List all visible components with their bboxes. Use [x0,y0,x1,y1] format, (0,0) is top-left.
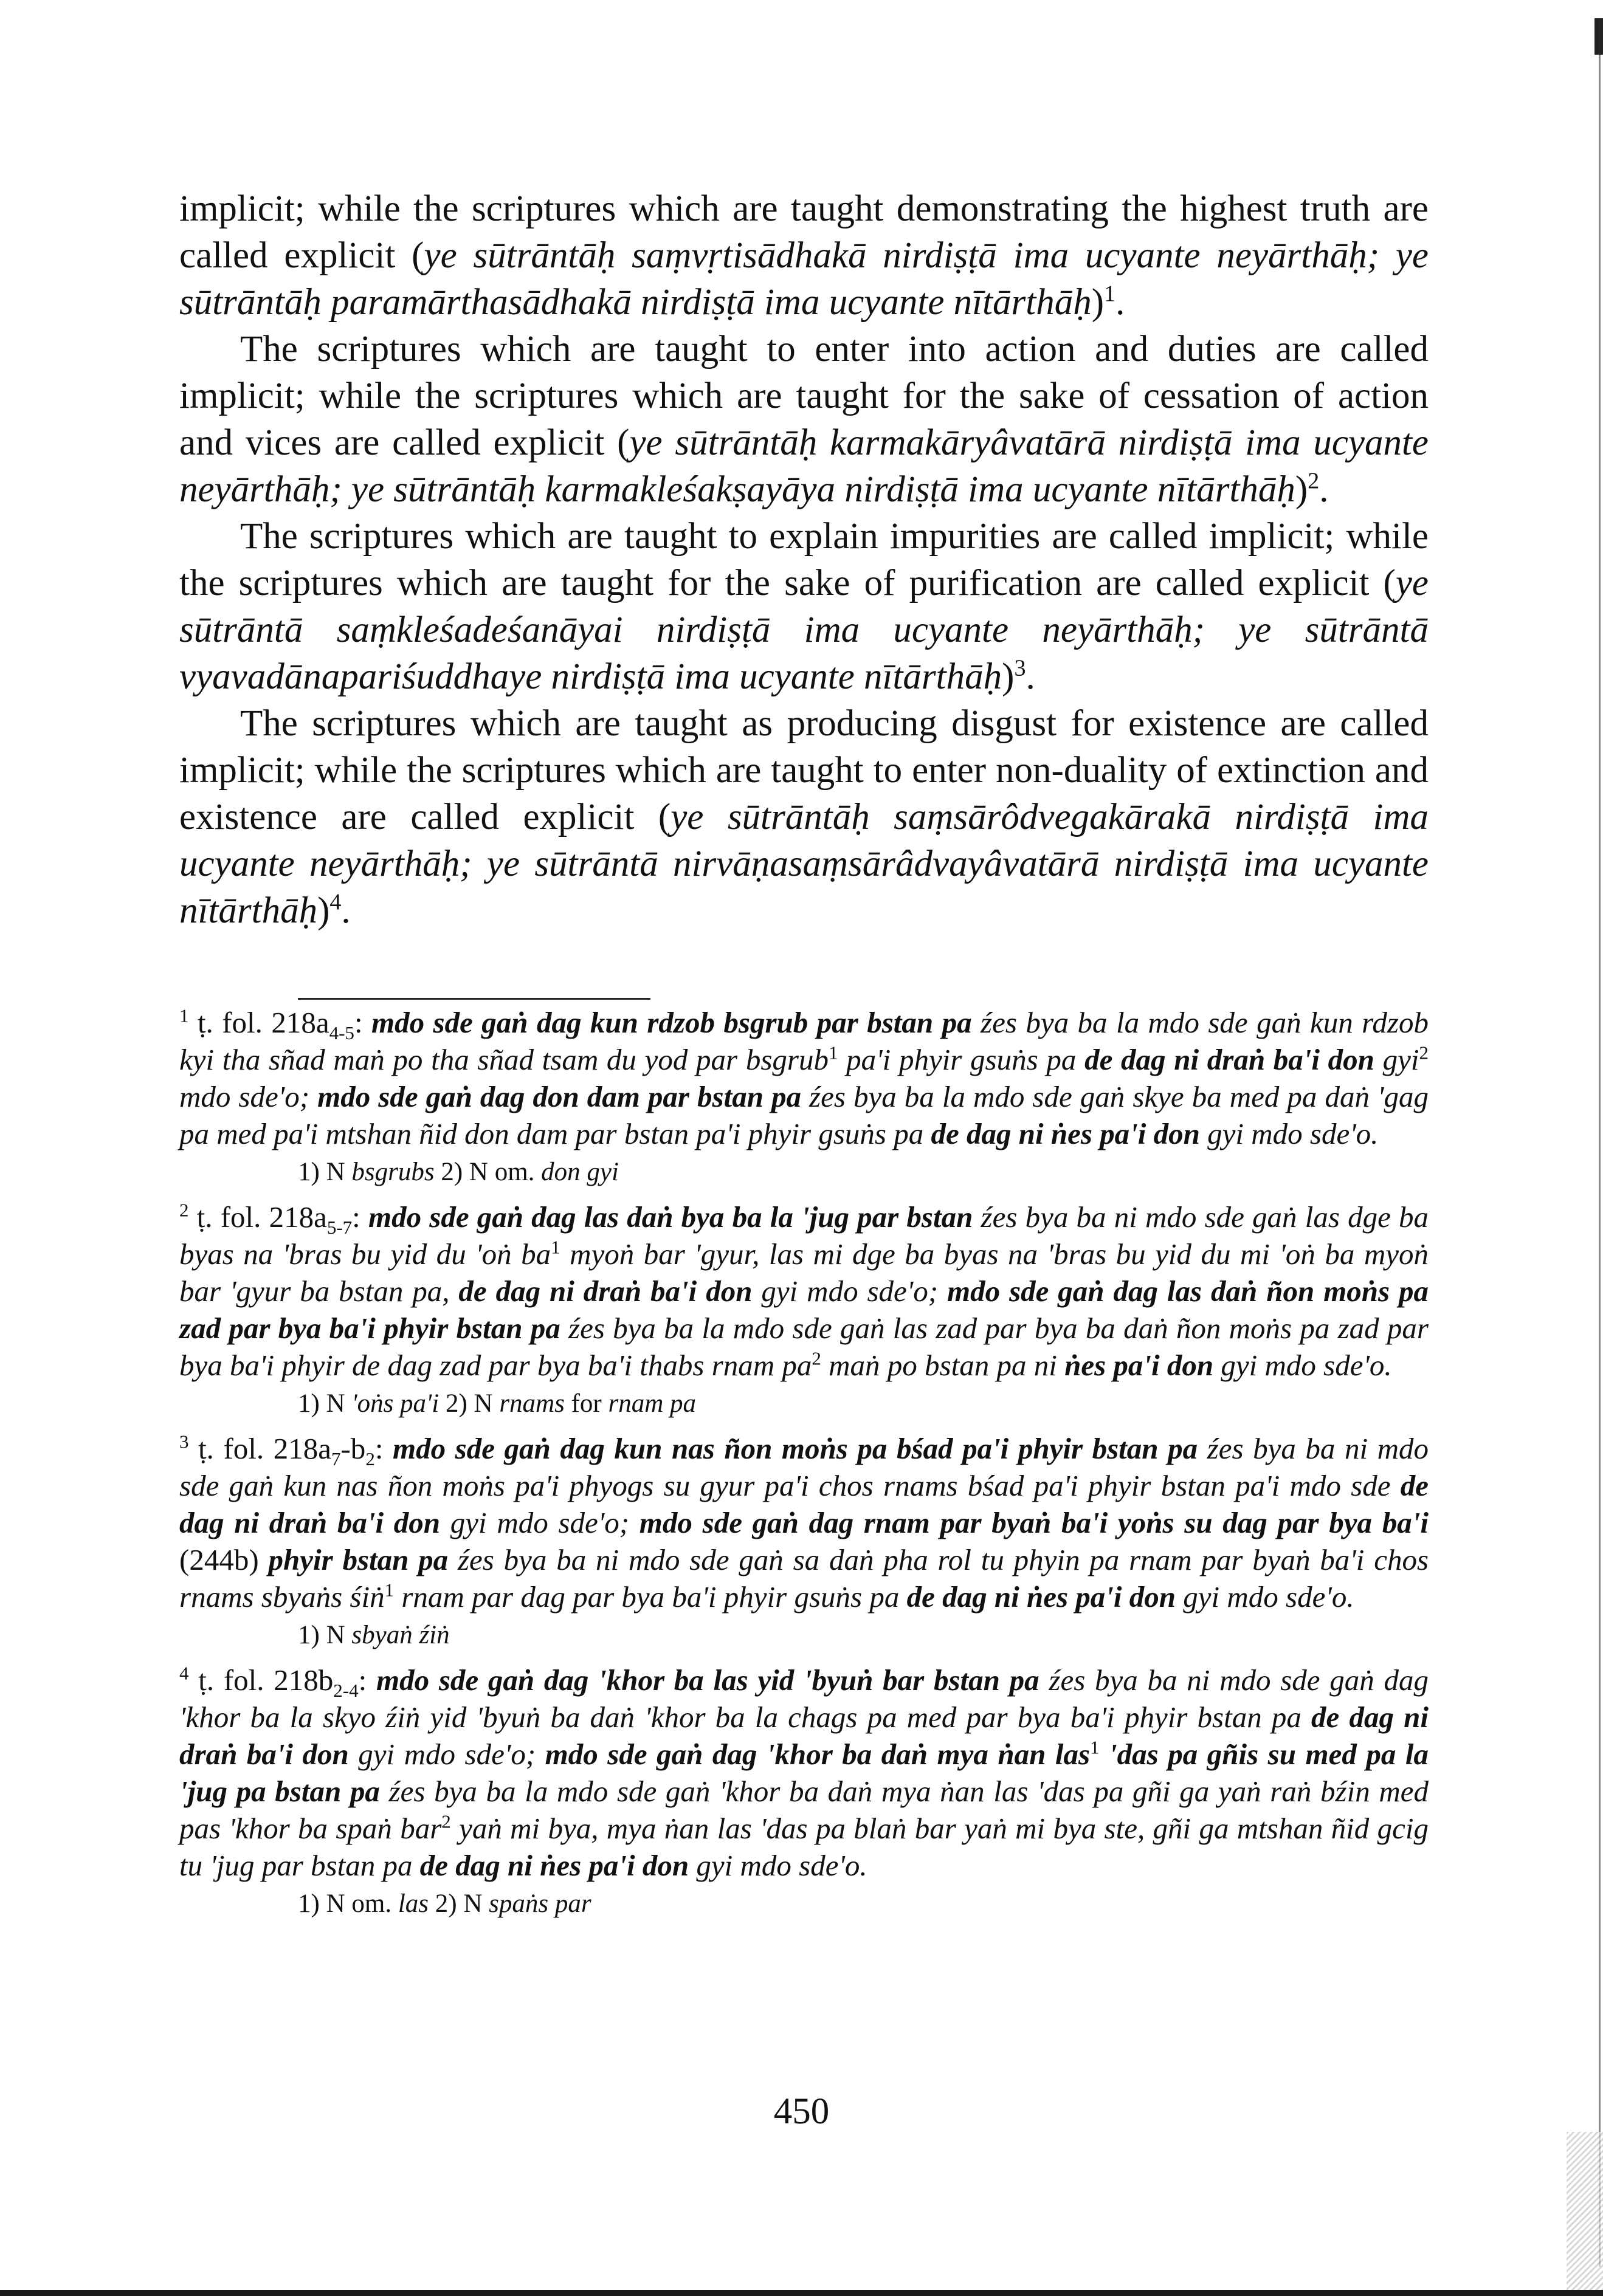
footnote-marker: 3 [179,1431,189,1452]
folio-sub: 2-4 [333,1679,359,1701]
tibetan-lemma: mdo sde gaṅ dag las daṅ ñon moṅs pa zad par bya ba'i phyir bstan pa [179,1274,1429,1345]
footnote-source: ṭ. fol. 218b [198,1663,334,1697]
variant-label: 1) N [298,1621,352,1649]
footnote-ref: 1 [1104,281,1116,307]
folio-ref: (244b) [179,1543,269,1576]
footnote [179,1198,1429,1423]
paragraph-text: . [1319,469,1329,510]
tibetan-text: źes bya ba ni mdo sde gaṅ kun nas ñon moṅs pa'i phyogs su gyur pa'i chos rnams bśad pa'i phyir bstan pa'i mdo sde [179,1432,1429,1502]
paragraph-text: The scriptures which are taught to explain impurities are called implicit; while the scriptures which are taught for the sake of purification are called explicit ( [179,516,1429,603]
footnote [179,1662,1429,1923]
main-text [179,185,1429,934]
tibetan-lemma: ṅes pa'i don [1064,1349,1214,1382]
tibetan-lemma: de dag ni ṅes pa'i don [906,1580,1176,1614]
paragraph-text: The scriptures which are taught to enter into action and duties are called implicit; while the scriptures which are taught for the sake of cessation of action and vices are called explicit ( [179,329,1429,463]
folio-sub: 5-7 [326,1216,353,1238]
paragraph-text: ) [1091,282,1105,323]
footnote-text [179,1198,1429,1384]
colon: : [352,1200,368,1234]
variant-ref: 2 [1419,1042,1429,1064]
paragraph-text: ) [317,890,330,931]
footnote-marker: 1 [179,1005,189,1026]
footnote-ref: 4 [329,889,342,915]
variant-reading: bsgrubs [351,1158,435,1186]
variant-reading: sbyaṅ źiṅ [351,1621,450,1649]
colon: : [358,1663,376,1697]
footnote-source: ṭ. fol. 218a [197,1006,329,1039]
tibetan-text: rnam par dag par bya ba'i phyir gsuṅs pa [394,1580,907,1614]
footnote-ref: 2 [1308,468,1320,494]
paragraph-text: . [341,890,351,931]
variant-ref: 1 [384,1579,395,1601]
sanskrit-quote: ye sūtrāntāḥ karmakāryâvatārā nirdiṣṭā ima ucyante neyārthāḥ; ye sūtrāntāḥ karmakleśakṣayāya nirdiṣṭā ima ucyante nītārthāḥ [179,422,1429,510]
tibetan-lemma: mdo sde gaṅ dag 'khor ba daṅ mya ṅan las [545,1737,1091,1771]
tibetan-lemma: phyir bstan pa [268,1543,449,1576]
variant-reading: rnams [499,1389,565,1418]
paragraph [179,513,1429,700]
sanskrit-quote: ye sūtrāntāḥ saṃsārôdvegakārakā nirdiṣṭā ima ucyante neyārthāḥ; ye sūtrāntā nirvāṇasaṃsārâdvayâvatārā nirdiṣṭā ima ucyante nītārthāḥ [179,797,1429,931]
tibetan-text: yaṅ mi bya, mya ṅan las 'das pa blaṅ bar yaṅ mi bya ste, gñi ga mtshan ñid gcig tu 'jug par bstan pa [179,1812,1429,1882]
tibetan-text: źes bya ba la mdo sde gaṅ las zad par bya ba daṅ ñon moṅs pa zad par bya ba'i phyir de dag zad par bya ba'i thabs rnam pa [179,1311,1429,1382]
variant-label: 1) N [298,1389,352,1418]
tibetan-lemma: de dag ni draṅ ba'i don [179,1469,1429,1539]
footnote-rule [298,998,650,1000]
tibetan-text: gyi mdo sde'o. [1213,1349,1392,1382]
tibetan-text: źes bya ba la mdo sde gaṅ 'khor ba daṅ mya ṅan las 'das pa gñi ga yaṅ raṅ bźin med pas 'khor ba spaṅ bar [179,1775,1429,1845]
variant-label: 2) N [439,1389,500,1418]
tibetan-lemma: de dag ni draṅ ba'i don [179,1700,1429,1771]
folio-sub: 7 [331,1448,341,1469]
tibetan-lemma: mdo sde gaṅ dag las daṅ bya ba la 'jug par bstan [368,1200,973,1234]
paragraph-text: ) [1002,656,1015,697]
footnote [179,1430,1429,1654]
tibetan-text: gyi mdo sde'o. [1199,1117,1379,1150]
variant-readings [298,1385,1429,1423]
tibetan-text: gyi mdo sde'o; [440,1506,639,1539]
variant-reading: rnam pa [608,1389,697,1418]
scan-edge-bottom [0,2290,1603,2296]
tibetan-lemma: de dag ni ṅes pa'i don [931,1117,1200,1150]
variant-reading: spaṅs par [489,1889,591,1918]
paragraph [179,185,1429,326]
variant-label: for [564,1389,608,1418]
variant-ref: 1 [1090,1736,1100,1758]
footnote-marker: 4 [179,1662,189,1684]
paragraph-text: . [1026,656,1035,697]
tibetan-text: źes bya ba ni mdo sde gaṅ las dge ba byas na 'bras bu yid du 'oṅ ba [179,1200,1429,1271]
scan-edge-right [1594,18,1601,2267]
footnote-source: -b [340,1432,366,1465]
tibetan-lemma: mdo sde gaṅ dag 'khor ba las yid 'byuṅ bar bstan pa [376,1663,1039,1697]
tibetan-text: źes bya ba ni mdo sde gaṅ sa daṅ pha rol tu phyin pa rnam par byaṅ ba'i chos rnams sbyaṅs śiṅ [179,1543,1429,1614]
variant-label: 2) N om. [434,1158,542,1186]
colon: : [374,1432,393,1465]
tibetan-lemma: de dag ni draṅ ba'i don [1084,1043,1374,1076]
variant-readings [298,1885,1429,1923]
footnote-marker: 2 [179,1199,189,1221]
variant-reading: las [398,1889,429,1918]
variant-readings [298,1153,1429,1191]
tibetan-lemma: de dag ni draṅ ba'i don [458,1274,753,1308]
tibetan-lemma: mdo sde gaṅ dag kun nas ñon moṅs pa bśad pa'i phyir bstan pa [392,1432,1198,1465]
variant-reading: 'oṅs pa'i [351,1389,440,1418]
paragraph-text: The scriptures which are taught as producing disgust for existence are called implicit; while the scriptures which are taught to enter non-duality of extinction and existence are called explicit ( [179,703,1429,837]
scan-corner-shadow [1567,2132,1603,2290]
tibetan-text: myoṅ bar 'gyur, las mi dge ba byas na 'bras bu yid du mi 'oṅ ba myoṅ bar 'gyur ba bstan pa, [179,1237,1429,1308]
tibetan-text: pa'i phyir gsuṅs pa [838,1043,1085,1076]
footnote-source: ṭ. fol. 218a [198,1432,331,1465]
tibetan-text: gyi mdo sde'o. [689,1849,867,1882]
footnote-source: ṭ. fol. 218a [196,1200,327,1234]
variant-ref: 2 [812,1347,821,1369]
tibetan-lemma: mdo sde gaṅ dag don dam par bstan pa [317,1080,802,1113]
footnote-text [179,1430,1429,1615]
variant-ref: 1 [551,1236,560,1258]
footnote-text [179,1662,1429,1884]
variant-ref: 2 [441,1810,451,1832]
colon: : [354,1006,371,1039]
paragraph-text: . [1115,282,1125,323]
variant-label: 1) N om. [298,1889,398,1918]
page-number: 450 [773,2091,830,2132]
tibetan-text: źes bya ba ni mdo sde gaṅ dag 'khor ba la skyo źiṅ yid 'byuṅ ba daṅ 'khor ba la chags pa med par bya ba'i phyir bstan pa [179,1663,1429,1734]
paragraph-text: implicit; while the scriptures which are taught demonstrating the highest truth are called explicit ( [179,188,1429,276]
variant-readings [298,1617,1429,1654]
footnote-ref: 3 [1014,655,1026,681]
footnotes [179,1004,1429,1930]
sanskrit-quote: ye sūtrāntāḥ saṃvṛtisādhakā nirdiṣṭā ima ucyante neyārthāḥ; ye sūtrāntāḥ paramārthasādhakā nirdiṣṭā ima ucyante nītārthāḥ [179,235,1429,323]
tibetan-text: gyi mdo sde'o. [1176,1580,1354,1614]
paragraph-text: ) [1295,469,1308,510]
paragraph [179,326,1429,513]
tibetan-text: gyi mdo sde'o; [752,1274,948,1308]
tibetan-lemma: mdo sde gaṅ dag kun rdzob bsgrub par bstan pa [371,1006,972,1039]
folio-sub: 2 [365,1448,375,1469]
sanskrit-quote: ye sūtrāntā saṃkleśadeśanāyai nirdiṣṭā ima ucyante neyārthāḥ; ye sūtrāntā vyavadānapariśuddhaye nirdiṣṭā ima ucyante nītārthāḥ [179,563,1429,697]
footnote-text [179,1004,1429,1152]
tibetan-text: gyi mdo sde'o; [348,1737,545,1771]
tibetan-text: maṅ po bstan pa ni [821,1349,1065,1382]
tibetan-text: źes bya ba la mdo sde gaṅ skye ba med pa daṅ 'gag pa med pa'i mtshan ñid don dam par bstan pa'i phyir gsuṅs pa [179,1080,1429,1150]
tibetan-lemma: mdo sde gaṅ dag rnam par byaṅ ba'i yoṅs su dag par bya ba'i [639,1506,1429,1539]
paragraph [179,700,1429,934]
tibetan-lemma: de dag ni ṅes pa'i don [419,1849,689,1882]
folio-sub: 4-5 [329,1022,354,1043]
variant-ref: 1 [828,1042,838,1064]
variant-label: 2) N [429,1889,489,1918]
tibetan-text: mdo sde'o; [179,1080,318,1113]
tibetan-text: gyi [1374,1043,1419,1076]
variant-label: 1) N [298,1158,352,1186]
footnote [179,1004,1429,1191]
variant-reading: don gyi [541,1158,619,1186]
tibetan-lemma: 'das pa gñis su med pa la 'jug pa bstan pa [179,1737,1429,1808]
tibetan-text: źes bya ba la mdo sde gaṅ kun rdzob kyi tha sñad maṅ po tha sñad tsam du yod par bsgrub [179,1006,1429,1076]
